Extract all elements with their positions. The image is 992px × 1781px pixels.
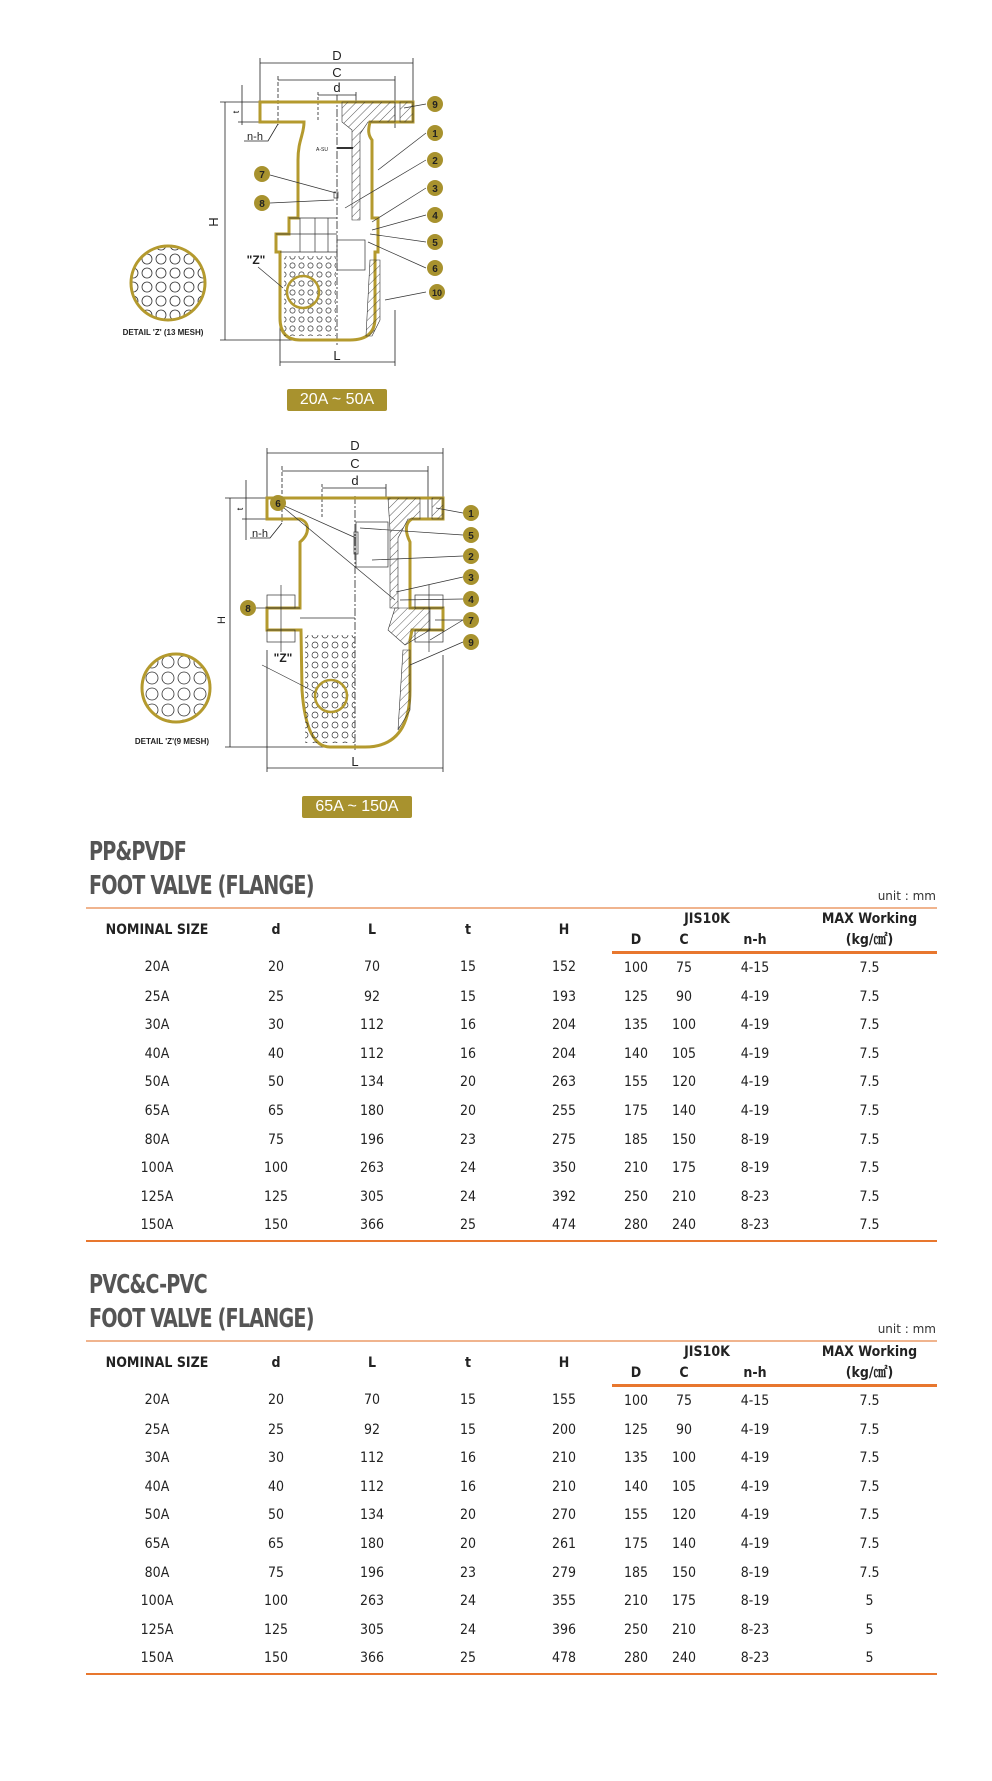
cell-max-working: 7.5 bbox=[859, 1535, 880, 1552]
cell-nominal-size: 150A bbox=[86, 1211, 228, 1241]
table-row bbox=[86, 1501, 937, 1530]
cell-C: 120 bbox=[671, 1507, 697, 1524]
cell-D: 140 bbox=[623, 1478, 649, 1495]
cell-C: 90 bbox=[675, 988, 693, 1005]
header-d: d bbox=[228, 1341, 324, 1386]
cell-max-working: 5 bbox=[865, 1621, 874, 1638]
cell-D: 210 bbox=[623, 1593, 649, 1610]
cell-D: 175 bbox=[623, 1102, 649, 1119]
cell-L: 263 bbox=[359, 1160, 385, 1177]
cell-d: 30 bbox=[267, 1450, 285, 1467]
cell-nominal-size: 65A bbox=[144, 1535, 170, 1552]
cell-nominal-size: 50A bbox=[144, 1507, 170, 1524]
table-row bbox=[86, 1530, 937, 1559]
dim-t: t bbox=[235, 507, 245, 511]
cell-L: 70 bbox=[363, 1392, 381, 1409]
cell-nominal-size: 150A bbox=[86, 1644, 228, 1674]
cell-nh: 8-23 bbox=[708, 1644, 802, 1674]
dim-d: d bbox=[351, 473, 359, 488]
cell-H: 204 bbox=[551, 1017, 577, 1034]
cell-C: 120 bbox=[671, 1074, 697, 1091]
cell-t: 20 bbox=[459, 1535, 477, 1552]
cell-max-working: 7.5 bbox=[859, 1160, 880, 1177]
cell-d: 40 bbox=[267, 1478, 285, 1495]
dim-nh: n-h bbox=[247, 131, 263, 143]
callout-9: 9 bbox=[432, 100, 438, 111]
cell-d: 30 bbox=[267, 1017, 285, 1034]
cell-L: 305 bbox=[359, 1621, 385, 1638]
cell-D: 155 bbox=[623, 1507, 649, 1524]
table-row bbox=[86, 1011, 937, 1040]
cell-C: 100 bbox=[671, 1450, 697, 1467]
cell-L: 112 bbox=[359, 1450, 385, 1467]
callout-9: 9 bbox=[468, 638, 474, 649]
dim-H: H bbox=[216, 616, 228, 624]
callout-3: 3 bbox=[432, 184, 438, 195]
cell-t: 24 bbox=[459, 1160, 477, 1177]
table-row bbox=[86, 1559, 937, 1588]
cell-nominal-size: 125A bbox=[140, 1188, 174, 1205]
cell-L: 263 bbox=[359, 1593, 385, 1610]
cell-D: 280 bbox=[612, 1644, 660, 1674]
unit-label: unit : mm bbox=[877, 1322, 936, 1336]
unit-label: unit : mm bbox=[877, 889, 936, 903]
callout-6: 6 bbox=[432, 264, 438, 275]
section-title-line2: FOOT VALVE (FLANGE) bbox=[89, 871, 314, 901]
cell-max-working: 7.5 bbox=[859, 1074, 880, 1091]
cell-t: 16 bbox=[459, 1478, 477, 1495]
header-nominal-size: NOMINAL SIZE bbox=[86, 1341, 228, 1386]
cell-H: 204 bbox=[551, 1045, 577, 1062]
cell-L: 134 bbox=[359, 1074, 385, 1091]
table-row bbox=[86, 953, 937, 983]
callout-4: 4 bbox=[468, 595, 474, 606]
header-jis10k: JIS10K bbox=[612, 1341, 802, 1363]
cell-max-working: 7.5 bbox=[859, 1450, 880, 1467]
cell-C: 105 bbox=[671, 1478, 697, 1495]
cell-nh: 4-15 bbox=[740, 1393, 770, 1409]
cell-D: 135 bbox=[623, 1017, 649, 1034]
cell-nh: 8-19 bbox=[740, 1160, 770, 1177]
dim-D: D bbox=[350, 438, 360, 453]
section-title-line1: PP&PVDF bbox=[89, 837, 187, 867]
cell-C: 210 bbox=[671, 1621, 697, 1638]
cell-D: 210 bbox=[623, 1160, 649, 1177]
header-L: L bbox=[324, 1341, 420, 1386]
cell-D: 155 bbox=[623, 1074, 649, 1091]
cell-D: 280 bbox=[612, 1211, 660, 1241]
cell-t: 15 bbox=[459, 988, 477, 1005]
header-C: C bbox=[660, 930, 708, 953]
cell-nominal-size: 100A bbox=[140, 1593, 174, 1610]
header-H: H bbox=[516, 1341, 612, 1386]
cell-max-working: 7.5 bbox=[859, 1507, 880, 1524]
cell-C: 105 bbox=[671, 1045, 697, 1062]
cell-H: 275 bbox=[551, 1131, 577, 1148]
table-row bbox=[86, 1097, 937, 1126]
cell-L: 196 bbox=[359, 1564, 385, 1581]
cell-t: 16 bbox=[459, 1450, 477, 1467]
cell-D: 125 bbox=[623, 988, 649, 1005]
callout-8: 8 bbox=[259, 199, 265, 210]
cell-d: 65 bbox=[267, 1535, 285, 1552]
cell-H: 350 bbox=[551, 1160, 577, 1177]
cell-L: 180 bbox=[359, 1102, 385, 1119]
cell-C: 150 bbox=[671, 1564, 697, 1581]
table-row bbox=[86, 1444, 937, 1473]
section-title-line2: FOOT VALVE (FLANGE) bbox=[89, 1304, 314, 1334]
cell-t: 25 bbox=[420, 1644, 516, 1674]
callout-1: 1 bbox=[432, 129, 438, 140]
table-row bbox=[86, 1587, 937, 1616]
header-L: L bbox=[324, 908, 420, 953]
cell-nominal-size: 40A bbox=[144, 1045, 170, 1062]
cell-t: 16 bbox=[459, 1045, 477, 1062]
dim-H: H bbox=[206, 217, 221, 227]
cell-t: 24 bbox=[459, 1621, 477, 1638]
cell-nh: 8-19 bbox=[740, 1131, 770, 1148]
cell-t: 15 bbox=[459, 1421, 477, 1438]
cell-D: 135 bbox=[623, 1450, 649, 1467]
cell-nh: 4-19 bbox=[740, 1535, 770, 1552]
table-row bbox=[86, 1126, 937, 1155]
table-body bbox=[86, 1386, 937, 1674]
header-t: t bbox=[420, 1341, 516, 1386]
cell-C: 210 bbox=[671, 1188, 697, 1205]
cell-max-working: 7.5 bbox=[859, 1478, 880, 1495]
header-D: D bbox=[612, 1363, 660, 1386]
cell-t: 15 bbox=[459, 959, 477, 976]
dim-d: d bbox=[333, 80, 341, 95]
cell-H: 263 bbox=[551, 1074, 577, 1091]
callout-7: 7 bbox=[259, 170, 265, 181]
table-header-row bbox=[86, 908, 937, 930]
size-range-badge: 20A ~ 50A bbox=[287, 389, 387, 411]
header-nh: n-h bbox=[708, 930, 802, 953]
cell-d: 50 bbox=[267, 1507, 285, 1524]
header-jis10k: JIS10K bbox=[612, 908, 802, 930]
header-D: D bbox=[612, 930, 660, 953]
cell-nh: 8-23 bbox=[708, 1211, 802, 1241]
cell-H: 210 bbox=[551, 1450, 577, 1467]
table-row bbox=[86, 1183, 937, 1212]
cell-D: 175 bbox=[623, 1535, 649, 1552]
table-row bbox=[86, 1154, 937, 1183]
cell-H: 193 bbox=[551, 988, 577, 1005]
cell-H: 270 bbox=[551, 1507, 577, 1524]
cell-d: 125 bbox=[263, 1621, 289, 1638]
table-row bbox=[86, 1473, 937, 1502]
detail-label: DETAIL 'Z'(9 MESH) bbox=[134, 737, 210, 746]
table-row bbox=[86, 1644, 937, 1674]
header-d: d bbox=[228, 908, 324, 953]
valve-diagram-large bbox=[0, 430, 992, 790]
table-row bbox=[86, 1040, 937, 1069]
header-max-unit: (kg/㎠) bbox=[802, 1363, 937, 1386]
cell-C: 140 bbox=[671, 1102, 697, 1119]
callout-8: 8 bbox=[245, 604, 251, 615]
cell-nh: 4-19 bbox=[740, 1074, 770, 1091]
cell-nh: 4-15 bbox=[740, 960, 770, 976]
cell-d: 50 bbox=[267, 1074, 285, 1091]
cell-D: 250 bbox=[623, 1188, 649, 1205]
cell-nominal-size: 20A bbox=[144, 1392, 170, 1409]
table-row bbox=[86, 1211, 937, 1241]
cell-nominal-size: 25A bbox=[144, 1421, 170, 1438]
cell-D: 140 bbox=[623, 1045, 649, 1062]
cell-max-working: 7.5 bbox=[802, 1211, 937, 1241]
cell-max-working: 7.5 bbox=[859, 1131, 880, 1148]
callout-1: 1 bbox=[468, 509, 474, 520]
cell-nominal-size: 30A bbox=[144, 1017, 170, 1034]
cell-H: 210 bbox=[551, 1478, 577, 1495]
cell-max-working: 7.5 bbox=[859, 1017, 880, 1034]
cell-t: 16 bbox=[459, 1017, 477, 1034]
detail-z-marker: "Z" bbox=[246, 253, 266, 267]
cell-L: 134 bbox=[359, 1507, 385, 1524]
cell-max-working: 7.5 bbox=[859, 988, 880, 1005]
cell-max-working: 7.5 bbox=[859, 1188, 880, 1205]
cell-d: 40 bbox=[267, 1045, 285, 1062]
callout-5: 5 bbox=[432, 238, 438, 249]
cell-H: 279 bbox=[551, 1564, 577, 1581]
cell-nominal-size: 40A bbox=[144, 1478, 170, 1495]
spec-table-pvc-cpvc bbox=[86, 1340, 937, 1675]
detail-z-marker: "Z" bbox=[273, 651, 293, 665]
cell-C: 175 bbox=[671, 1593, 697, 1610]
cell-D: 185 bbox=[623, 1131, 649, 1148]
asu-label: A-SU bbox=[316, 147, 328, 153]
cell-nominal-size: 25A bbox=[144, 988, 170, 1005]
cell-nominal-size: 50A bbox=[144, 1074, 170, 1091]
cell-nh: 8-19 bbox=[740, 1564, 770, 1581]
cell-t: 23 bbox=[459, 1564, 477, 1581]
cell-t: 20 bbox=[459, 1074, 477, 1091]
callout-3: 3 bbox=[468, 573, 474, 584]
table-row bbox=[86, 983, 937, 1012]
cell-max-working: 5 bbox=[802, 1644, 937, 1674]
cell-D: 100 bbox=[623, 960, 649, 976]
cell-nh: 4-19 bbox=[740, 988, 770, 1005]
cell-t: 20 bbox=[459, 1102, 477, 1119]
table-row bbox=[86, 1416, 937, 1445]
cell-H: 396 bbox=[551, 1621, 577, 1638]
cell-H: 155 bbox=[551, 1392, 577, 1409]
dim-L: L bbox=[333, 348, 341, 363]
cell-d: 100 bbox=[263, 1160, 289, 1177]
cell-C: 240 bbox=[660, 1211, 708, 1241]
cell-C: 75 bbox=[675, 1393, 693, 1409]
cell-L: 180 bbox=[359, 1535, 385, 1552]
callout-2: 2 bbox=[432, 156, 438, 167]
cell-D: 250 bbox=[623, 1621, 649, 1638]
cell-L: 366 bbox=[324, 1644, 420, 1674]
cell-nominal-size: 80A bbox=[144, 1564, 170, 1581]
cell-max-working: 7.5 bbox=[859, 1045, 880, 1062]
detail-label: DETAIL 'Z' (13 MESH) bbox=[122, 328, 204, 337]
cell-max-working: 7.5 bbox=[859, 1102, 880, 1119]
cell-nominal-size: 125A bbox=[140, 1621, 174, 1638]
cell-nominal-size: 65A bbox=[144, 1102, 170, 1119]
dim-D: D bbox=[332, 48, 342, 63]
cell-L: 366 bbox=[324, 1211, 420, 1241]
cell-H: 255 bbox=[551, 1102, 577, 1119]
header-nh: n-h bbox=[708, 1363, 802, 1386]
callout-2: 2 bbox=[468, 552, 474, 563]
cell-H: 392 bbox=[551, 1188, 577, 1205]
cell-nominal-size: 30A bbox=[144, 1450, 170, 1467]
cell-max-working: 7.5 bbox=[859, 1564, 880, 1581]
cell-t: 20 bbox=[459, 1507, 477, 1524]
table-row bbox=[86, 1068, 937, 1097]
cell-d: 25 bbox=[267, 988, 285, 1005]
cell-nominal-size: 80A bbox=[144, 1131, 170, 1148]
cell-H: 355 bbox=[551, 1593, 577, 1610]
cell-C: 75 bbox=[675, 960, 693, 976]
cell-L: 112 bbox=[359, 1478, 385, 1495]
cell-nh: 4-19 bbox=[740, 1450, 770, 1467]
header-t: t bbox=[420, 908, 516, 953]
cell-d: 20 bbox=[267, 1392, 285, 1409]
size-range-badge: 65A ~ 150A bbox=[302, 796, 412, 818]
cell-t: 25 bbox=[420, 1211, 516, 1241]
cell-C: 175 bbox=[671, 1160, 697, 1177]
dim-nh: n-h bbox=[252, 528, 268, 540]
table-row bbox=[86, 1386, 937, 1416]
cell-C: 150 bbox=[671, 1131, 697, 1148]
cell-d: 75 bbox=[267, 1131, 285, 1148]
cell-D: 185 bbox=[623, 1564, 649, 1581]
cell-L: 112 bbox=[359, 1017, 385, 1034]
valve-drawing-large bbox=[0, 430, 992, 790]
header-H: H bbox=[516, 908, 612, 953]
cell-t: 15 bbox=[459, 1392, 477, 1409]
cell-nh: 4-19 bbox=[740, 1421, 770, 1438]
cell-nh: 8-19 bbox=[740, 1593, 770, 1610]
table-row bbox=[86, 1616, 937, 1645]
cell-d: 20 bbox=[267, 959, 285, 976]
cell-H: 474 bbox=[516, 1211, 612, 1241]
cell-t: 23 bbox=[459, 1131, 477, 1148]
section-title-line1: PVC&C-PVC bbox=[89, 1270, 207, 1300]
header-max-unit: (kg/㎠) bbox=[802, 930, 937, 953]
cell-nh: 8-23 bbox=[740, 1621, 770, 1638]
cell-D: 125 bbox=[623, 1421, 649, 1438]
valve-drawing-small bbox=[0, 0, 992, 380]
table-body bbox=[86, 953, 937, 1241]
cell-C: 90 bbox=[675, 1421, 693, 1438]
cell-d: 25 bbox=[267, 1421, 285, 1438]
cell-nh: 4-19 bbox=[740, 1478, 770, 1495]
cell-d: 150 bbox=[228, 1644, 324, 1674]
cell-t: 24 bbox=[459, 1188, 477, 1205]
header-max-working: MAX Working bbox=[802, 908, 937, 930]
cell-nominal-size: 20A bbox=[144, 959, 170, 976]
callout-6: 6 bbox=[275, 499, 281, 510]
cell-t: 24 bbox=[459, 1593, 477, 1610]
cell-D: 100 bbox=[623, 1393, 649, 1409]
spec-table-pp-pvdf bbox=[86, 907, 937, 1242]
callout-7: 7 bbox=[468, 616, 474, 627]
cell-nh: 4-19 bbox=[740, 1507, 770, 1524]
cell-C: 100 bbox=[671, 1017, 697, 1034]
callout-10: 10 bbox=[431, 288, 443, 298]
cell-d: 125 bbox=[263, 1188, 289, 1205]
header-C: C bbox=[660, 1363, 708, 1386]
cell-nominal-size: 100A bbox=[140, 1160, 174, 1177]
cell-L: 196 bbox=[359, 1131, 385, 1148]
dim-C: C bbox=[332, 65, 342, 80]
dim-L: L bbox=[351, 754, 359, 769]
cell-H: 152 bbox=[551, 959, 577, 976]
dim-C: C bbox=[350, 456, 360, 471]
cell-L: 305 bbox=[359, 1188, 385, 1205]
cell-max-working: 7.5 bbox=[859, 1393, 880, 1409]
callout-5: 5 bbox=[468, 531, 474, 542]
cell-L: 92 bbox=[363, 988, 381, 1005]
cell-nh: 4-19 bbox=[740, 1102, 770, 1119]
dim-t: t bbox=[231, 110, 241, 114]
cell-C: 140 bbox=[671, 1535, 697, 1552]
cell-H: 200 bbox=[551, 1421, 577, 1438]
cell-H: 261 bbox=[551, 1535, 577, 1552]
cell-L: 112 bbox=[359, 1045, 385, 1062]
callout-4: 4 bbox=[432, 211, 438, 222]
cell-max-working: 5 bbox=[865, 1593, 874, 1610]
cell-max-working: 7.5 bbox=[859, 1421, 880, 1438]
cell-C: 240 bbox=[660, 1644, 708, 1674]
cell-nh: 4-19 bbox=[740, 1017, 770, 1034]
cell-d: 75 bbox=[267, 1564, 285, 1581]
cell-L: 92 bbox=[363, 1421, 381, 1438]
cell-nh: 8-23 bbox=[740, 1188, 770, 1205]
valve-diagram-small bbox=[0, 0, 992, 380]
header-max-working: MAX Working bbox=[802, 1341, 937, 1363]
cell-d: 150 bbox=[228, 1211, 324, 1241]
table-header-row bbox=[86, 1341, 937, 1363]
cell-L: 70 bbox=[363, 959, 381, 976]
cell-d: 100 bbox=[263, 1593, 289, 1610]
cell-nh: 4-19 bbox=[740, 1045, 770, 1062]
cell-H: 478 bbox=[516, 1644, 612, 1674]
header-nominal-size: NOMINAL SIZE bbox=[86, 908, 228, 953]
cell-d: 65 bbox=[267, 1102, 285, 1119]
cell-max-working: 7.5 bbox=[859, 960, 880, 976]
